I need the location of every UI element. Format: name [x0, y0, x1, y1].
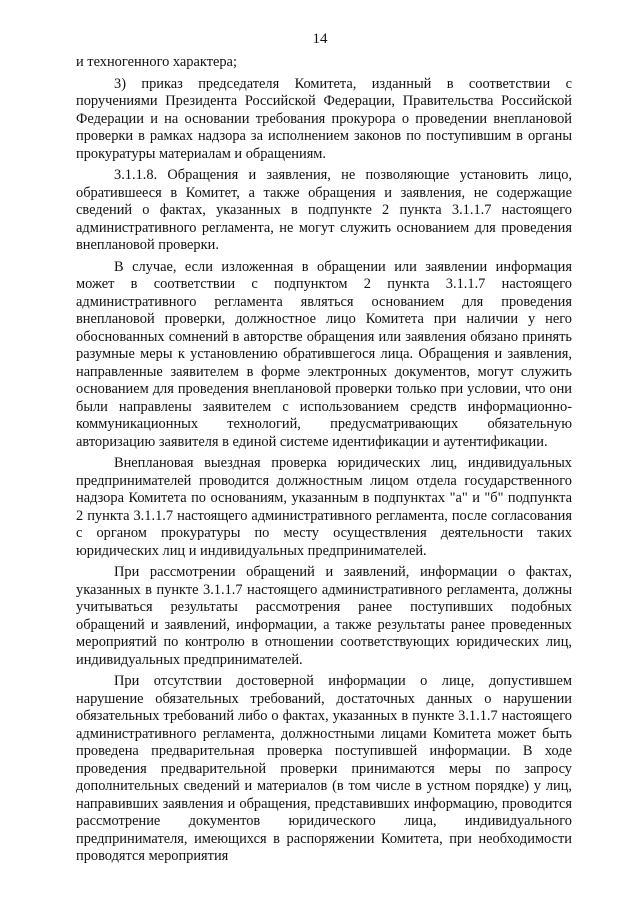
- paragraph-3-1-1-8: 3.1.1.8. Обращения и заявления, не позволяющие установить лицо, обратившееся в Комитет, а также обращения и заявления, не содержащие сведений о фактах, указанных в подпункте 2 пункта 3.1.1.7 настоящего административного регламента, не могут служить основанием для проведения внеплановой проверки.: [76, 167, 572, 253]
- paragraph-continuation: и техногенного характера;: [76, 54, 237, 70]
- paragraph-preliminary-check: При отсутствии достоверной информации о лице, допустившем нарушение обязательных требований, достаточных данных о нарушении обязательных требований либо о фактах, указанных в пункте 3.1.1.7 настоящего административного регламента, должностными лицами Комитета может быть проведена предварительная проверка поступившей информации. В ходе проведения предварительной проверки принимаются меры по запросу дополнительных сведений и материалов (в том числе в устном порядке) у лиц, направивших заявления и обращения, представивших информацию, проводится рассмотрение документов юридического лица, индивидуального предпринимателя, имеющихся в распоряжении Комитета, при необходимости проводятся мероприятия: [76, 673, 572, 864]
- paragraph-consideration-results: При рассмотрении обращений и заявлений, информации о фактах, указанных в пункте 3.1.1.7 настоящего административного регламента, должны учитываться результаты рассмотрения ранее поступивших подобных обращений и заявлений, информации, а также результаты ранее проведенных мероприятий по контролю в отношении соответствующих юридических лиц, индивидуальных предпринимателей.: [76, 564, 572, 668]
- document-body: [76, 54, 572, 870]
- paragraph-item-3-order: 3) приказ председателя Комитета, изданный в соответствии с поручениями Президента Российской Федерации, Правительства Российской Федерации и на основании требования прокурора о проведении внеплановой проверки в рамках надзора за исполнением законов по поступившим в органы прокуратуры материалам и обращениям.: [76, 75, 572, 162]
- paragraph-authorship-doubts: В случае, если изложенная в обращении или заявлении информация может в соответствии с подпунктом 2 пункта 3.1.1.7 настоящего административного регламента являться основанием для проведения внеплановой проверки, должностное лицо Комитета при наличии у него обоснованных сомнений в авторстве обращения или заявления обязано принять разумные меры к установлению обратившегося лица. Обращения и заявления, направленные заявителем в форме электронных документов, могут служить основанием для проведения внеплановой проверки только при условии, что они были направлены заявителем с использованием средств информационно-коммуникационных технологий, предусматривающих обязательную авторизацию заявителя в единой системе идентификации и аутентификации.: [76, 258, 572, 450]
- page-number: 14: [312, 31, 328, 47]
- paragraph-field-inspection: Внеплановая выездная проверка юридических лиц, индивидуальных предпринимателей проводится должностным лицом отдела государственного надзора Комитета по основаниям, указанным в подпунктах "а" и "б" подпункта 2 пункта 3.1.1.7 настоящего административного регламента, после согласования с органом прокуратуры по месту осуществления деятельности таких юридических лиц и индивидуальных предпринимателей.: [76, 455, 572, 559]
